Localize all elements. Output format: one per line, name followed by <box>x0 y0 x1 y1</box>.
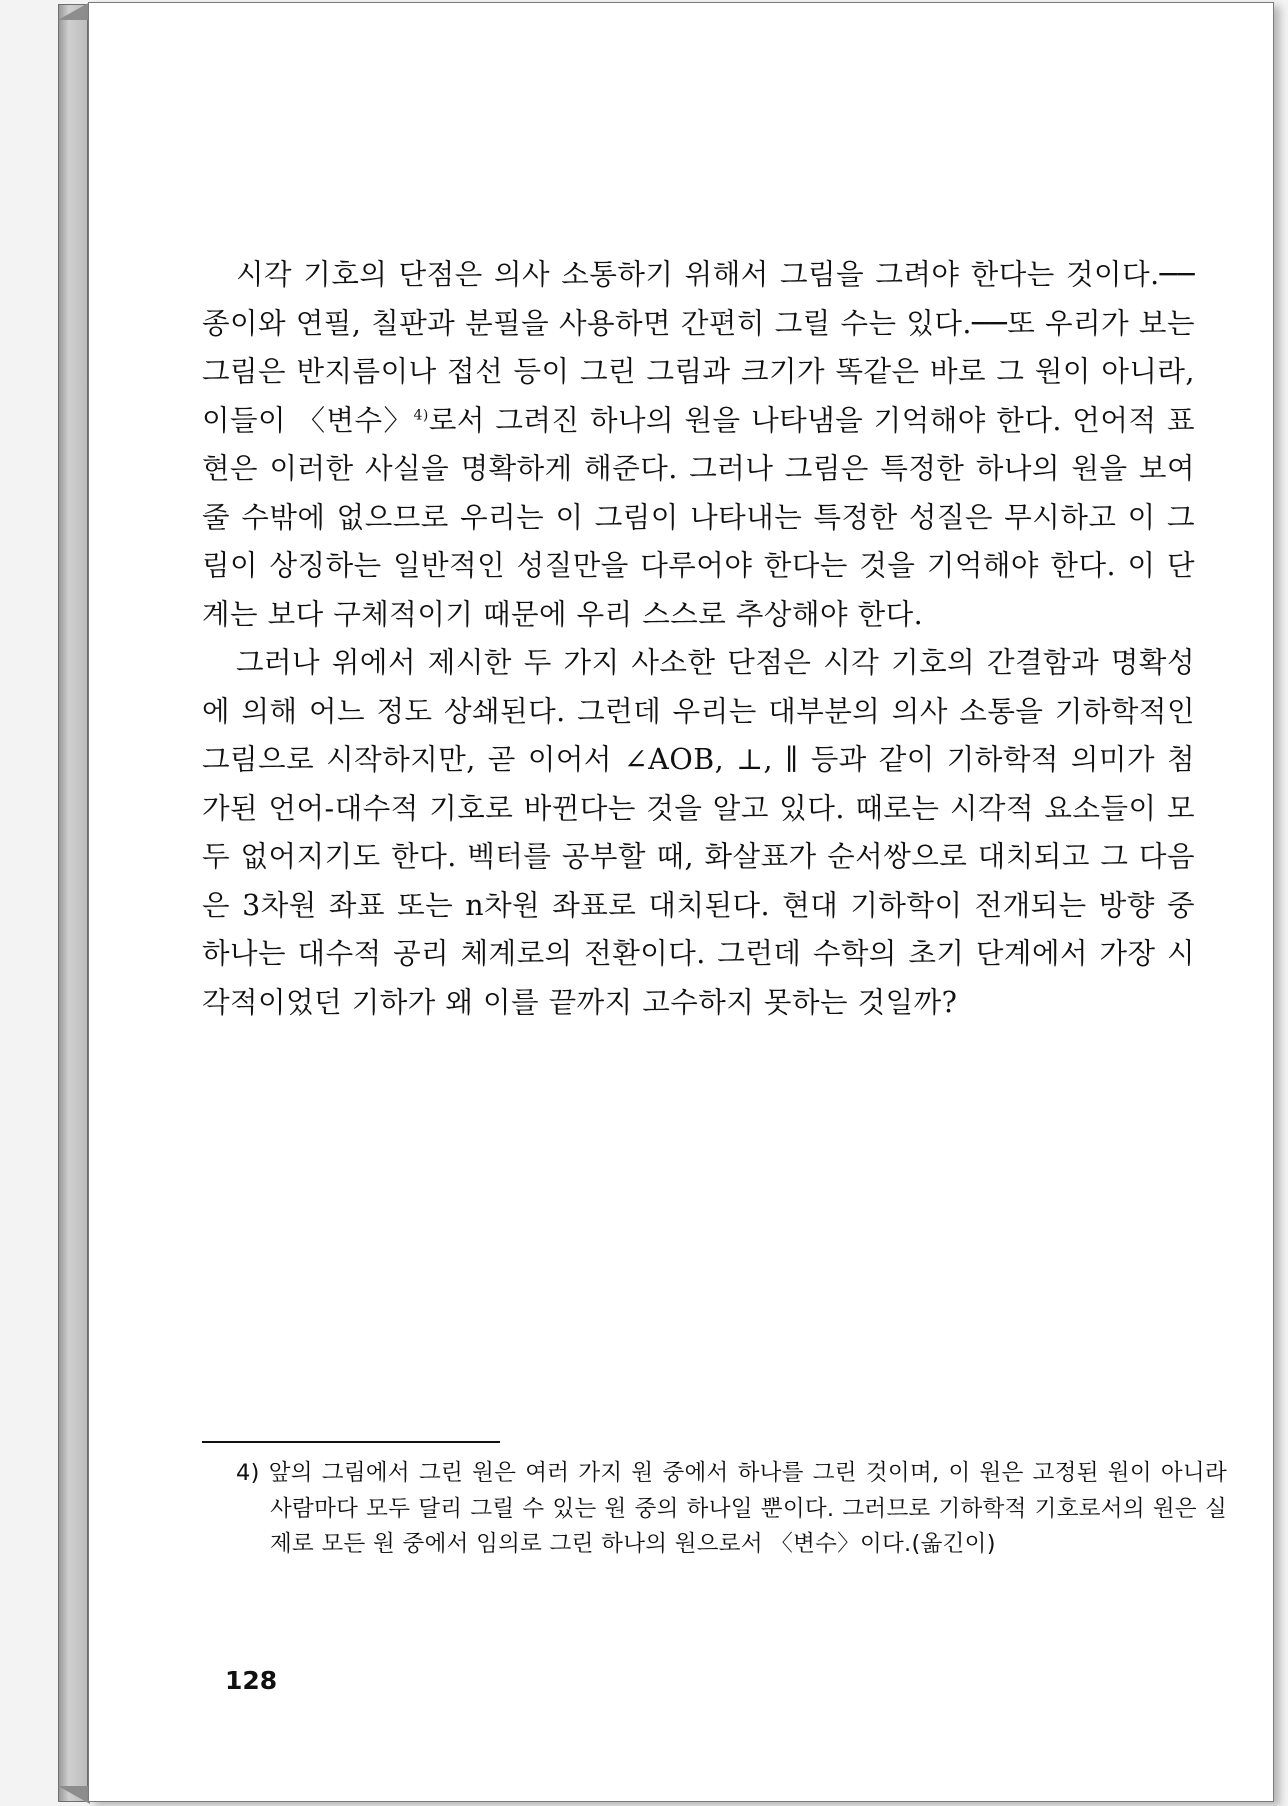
main-body-text <box>202 251 1195 1027</box>
book-page <box>88 2 1274 1802</box>
footnote-4: 4) 앞의 그림에서 그린 원은 여러 가지 원 중에서 하나를 그린 것이며, 이 원은 고정된 원이 아니라 사람마다 모두 달리 그릴 수 있는 원 중의 하나일 뿐이다. 그러므로 기하학적 기호로서의 원은 실제로 모든 원 중에서 임의로 그린 하나의 원으로서 〈변수〉이다.(옮긴이) <box>236 1460 1227 1557</box>
page-number: 128 <box>225 1666 278 1695</box>
paragraph-1-before-note: 시각 기호의 단점은 의사 소통하기 위해서 그림을 그려야 한다는 것이다.──종이와 연필, 칠판과 분필을 사용하면 간편히 그릴 수는 있다.──또 우리가 보는 그림은 반지름이나 접선 등이 그린 그림과 크기가 똑같은 바로 그 원이 아니라, 이들이 〈변수〉 <box>202 258 1195 437</box>
paragraph-1 <box>202 251 1195 639</box>
footnote-marker: 4) <box>413 407 429 423</box>
book-spine-edge <box>58 4 88 1802</box>
paragraph-1-after-note: 로서 그려진 하나의 원을 나타냄을 기억해야 한다. 언어적 표현은 이러한 사실을 명확하게 해준다. 그러나 그림은 특정한 하나의 원을 보여줄 수밖에 없으므로 우리는 이 그림이 나타내는 특정한 성질은 무시하고 이 그림이 상징하는 일반적인 성질만을 다루어야 한다는 것을 기억해야 한다. 이 단계는 보다 구체적이기 때문에 우리 스스로 추상해야 한다. <box>202 403 1196 631</box>
paragraph-2: 그러나 위에서 제시한 두 가지 사소한 단점은 시각 기호의 간결함과 명확성에 의해 어느 정도 상쇄된다. 그런데 우리는 대부분의 의사 소통을 기하학적인 그림으로 시작하지만, 곧 이어서 ∠AOB, ⊥, ∥ 등과 같이 기하학적 의미가 첨가된 언어-대수적 기호로 바뀐다는 것을 알고 있다. 때로는 시각적 요소들이 모두 없어지기도 한다. 벡터를 공부할 때, 화살표가 순서쌍으로 대치되고 그 다음은 3차원 좌표 또는 n차원 좌표로 대치된다. 현대 기하학이 전개되는 방향 중 하나는 대수적 공리 체계로의 전환이다. 그런데 수학의 초기 단계에서 가장 시각적이었던 기하가 왜 이를 끝까지 고수하지 못하는 것일까? <box>202 646 1195 1019</box>
footnote-divider <box>202 1441 500 1443</box>
